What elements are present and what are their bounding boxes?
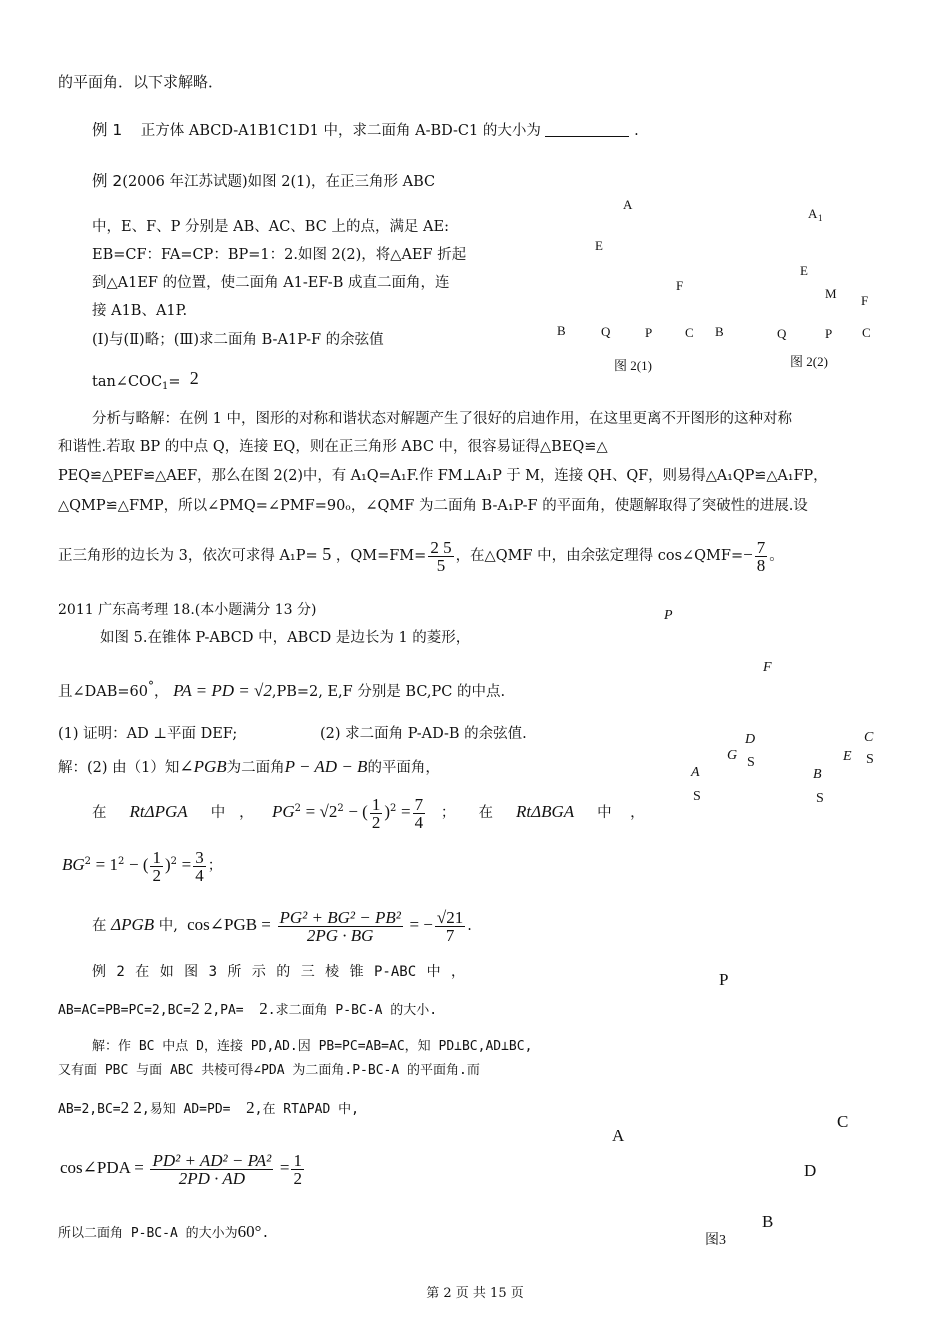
fig3-label-A: A — [612, 1126, 625, 1145]
fig22-label-sub1: 1 — [818, 213, 823, 223]
gd-line-2 — [58, 672, 505, 706]
fig21-label-A: A — [623, 197, 633, 212]
fig5-label-P: P — [664, 608, 673, 623]
period-1: . — [467, 918, 472, 934]
pg-equation-line: 在 RtΔPGA 中 ， $PG^2 = √2^2$ − ( $\frac{1}{2}$ )$^2$ = $\frac{7}{4}$ ； 在 RtΔBGA 中 ， — [92, 794, 645, 832]
ex2b-s3-ad: 2 — [246, 1098, 255, 1117]
fig21-label-E: E — [595, 238, 603, 253]
cos-pgb-result-den: 7 — [445, 925, 455, 945]
fig5-label-D: D — [745, 732, 756, 747]
bg-half — [150, 849, 163, 884]
pg-eq: = √2 — [305, 802, 338, 821]
bg-close: ) — [164, 855, 171, 874]
pg-symbol: PG — [272, 802, 295, 821]
cos-pda-result-num: 1 — [293, 1150, 302, 1170]
cos-pgb-fraction — [278, 909, 403, 944]
fig21-label-B: B — [557, 323, 566, 338]
example-2-line-2: 中，E、F、P 分别是 AB、AC、BC 上的点，满足 AE: — [92, 219, 449, 235]
analysis-line-4: △QMP≌△FMP，所以∠PMQ=∠PMF=90ₒ，∠QMF 为二面角 B-A₁P-F 的平面角，使题解取得了突破性的进展.设 — [58, 498, 808, 514]
fig21-label-P: P — [645, 325, 653, 340]
fig5-label-G: G — [727, 748, 738, 763]
ex2b-l2b: ,PA= — [212, 1003, 244, 1018]
tan-formula — [92, 368, 199, 397]
example-1-text: 正方体 ABCD-A1B1C1D1 中，求二面角 A-BD-C1 的大小为 — [140, 123, 541, 139]
qm-num: 2 5 — [430, 537, 452, 557]
analysis-line-2: 和谐性.若取 BP 的中点 Q，连接 EQ，则在正三角形 ABC 中，很容易证得△BEQ≌△ — [58, 439, 608, 455]
gd-question-2: (2) 求二面角 P-AD-B 的余弦值. — [320, 726, 527, 742]
gd-sol-text-a: 解：(2) 由（1）知 — [58, 760, 180, 776]
fig5-label-S-1: S — [747, 755, 755, 770]
fig21-caption: 图 2(1) — [614, 358, 652, 373]
fig21-label-Q: Q — [601, 324, 611, 339]
example-2-line-1: (2006 年江苏试题)如图 2(1)，在正三角形 ABC — [122, 174, 436, 190]
example-1 — [92, 120, 639, 141]
in-2: 在 — [478, 805, 493, 821]
analysis-line-3: PEQ≌△PEF≌△AEF，那么在图 2(2)中，有 A₁Q=A₁F.作 FM⊥A₁P 于 M，连接 QH、QF，则易得△A₁QP≌△A₁FP， — [58, 468, 828, 484]
conclusion-text: 所以二面角 P-BC-A 的大小为 — [58, 1226, 238, 1241]
fig22-caption: 图 2(2) — [790, 354, 828, 369]
tan-sub: 1 — [162, 381, 169, 392]
ex2b-s3-bc: 2 2 — [120, 1098, 142, 1117]
tan-eq: = — [168, 374, 181, 390]
mid-1: 中 — [210, 805, 226, 821]
cos-pgb-num: PG² + BG² − PB² — [279, 907, 401, 927]
comma-1: ， — [239, 805, 254, 821]
pg-result-num: 7 — [414, 794, 424, 814]
fig3-caption: 图3 — [705, 1233, 726, 1248]
fig22-label-P: P — [825, 326, 833, 341]
qm-text: ，QM=FM= — [335, 548, 427, 564]
cos-pda-lhs: cos∠PDA = — [60, 1158, 144, 1177]
fig22-label-B: B — [715, 324, 724, 339]
conclusion — [58, 1222, 269, 1244]
semicolon-2: ； — [207, 858, 223, 874]
fig3-label-D: D — [804, 1161, 817, 1180]
comma-2: ， — [630, 805, 645, 821]
ex2b-bc-value: 2 2 — [191, 999, 213, 1018]
gd-pa-pd: PA = PD = √2 — [173, 681, 272, 700]
gd-sol-text-c: 的平面角， — [367, 760, 440, 776]
ex2b-l2a: AB=AC=PB=PC=2,BC= — [58, 1003, 192, 1018]
fig3-label-P: P — [719, 970, 729, 989]
fig22-label-Q: Q — [777, 326, 787, 341]
fig5-label-S-3: S — [693, 789, 701, 804]
qm-fraction — [428, 539, 453, 574]
gd-title: 2011 广东高考理 18.(本小题满分 13 分) — [58, 602, 317, 618]
fig21-label-C: C — [685, 325, 694, 340]
tan-value: 2 — [189, 368, 199, 388]
ex2b-s3a: AB=2,BC= — [58, 1102, 121, 1117]
fig3-label-C: C — [837, 1112, 849, 1131]
analysis-line-1: 分析与略解：在例 1 中，图形的对称和谐状态对解题产生了很好的启迪作用，在这里更离不开图形的这种对称 — [92, 411, 792, 427]
page-footer: 第 2 页 共 15 页 — [426, 1286, 524, 1301]
qm-den: 5 — [436, 555, 446, 575]
cos-pda-num: PD² + AD² − PA² — [152, 1150, 272, 1170]
example-2-line-3: EB=CF：FA=CP：BP=1：2.如图 2(2)，将△AEF 折起 — [92, 247, 467, 263]
gd-sol-text-b: 为二面角 — [226, 760, 285, 776]
gd-sol-dihedral: P − AD − B — [284, 757, 368, 776]
ex2b-pa-value: 2 — [259, 999, 268, 1018]
pg-result-den: 4 — [414, 812, 424, 832]
analysis-line-5 — [58, 534, 784, 576]
analysis-end: 。 — [769, 548, 784, 564]
in-3: 在 — [92, 918, 107, 934]
pg-half — [370, 796, 383, 831]
fig5-label-S-2: S — [866, 752, 874, 767]
bg-half-num: 1 — [152, 847, 161, 867]
ex2b-solution-3 — [58, 1098, 359, 1120]
cos-pgb-result — [435, 909, 465, 944]
fig22-label-C: C — [862, 325, 871, 340]
example-2-label: 例 2 — [92, 172, 123, 190]
mid-3: 中, — [158, 918, 178, 934]
example-2-line-6: (Ⅰ)与(Ⅱ)略；(Ⅲ)求二面角 B-A1P-F 的余弦值 — [92, 332, 384, 348]
fig22-label-F: F — [861, 293, 869, 308]
cos-pda-fraction — [150, 1152, 273, 1187]
bg-minus: − ( — [128, 855, 149, 874]
fig3-label-B: B — [762, 1212, 774, 1231]
cos-qmf-sign: − — [743, 545, 753, 564]
example-2-title — [92, 171, 435, 192]
continuation-line: 的平面角．以下求解略． — [58, 73, 224, 91]
example-2-line-4: 到△A1EF 的位置，使二面角 A1-EF-B 成直二面角，连 — [92, 275, 450, 291]
rt-bga: RtΔBGA — [515, 802, 575, 821]
gd-comma: ， — [154, 684, 169, 700]
rt-pga: RtΔPGA — [129, 802, 188, 821]
conclusion-value: 60° — [237, 1222, 262, 1241]
gd-angle: 且∠DAB=60 — [58, 684, 149, 700]
fig22-label-E: E — [800, 263, 808, 278]
gd-solution-1 — [58, 754, 440, 781]
cos-qmf-num: 7 — [756, 537, 766, 557]
ex2b-s3b: ,易知 AD=PD= — [141, 1102, 231, 1117]
cos-pgb-den: 2PG · BG — [306, 925, 374, 945]
mid-2: 中 — [597, 805, 612, 821]
a1p-text: 正三角形的边长为 3，依次可求得 A₁P= — [58, 548, 318, 564]
pg-minus: − ( — [348, 802, 368, 821]
cos-pda-den: 2PD · AD — [178, 1168, 245, 1188]
example-1-label: 例 1 — [92, 121, 123, 139]
cos-pda-result — [291, 1152, 304, 1187]
bg-half-den: 2 — [152, 865, 161, 885]
cos-pda-line — [60, 1142, 306, 1195]
fig22-label-M: M — [825, 286, 837, 301]
gd-line-1: 如图 5.在锥体 P-ABCD 中，ABCD 是边长为 1 的菱形， — [100, 630, 471, 646]
answer-blank — [545, 122, 629, 137]
in-1: 在 — [92, 805, 107, 821]
cos-pgb-eq: = − — [409, 915, 433, 934]
tan-prefix: tan∠COC — [92, 374, 163, 390]
fig22-label-A: A — [808, 206, 818, 221]
gd-question-1: (1) 证明：AD ⊥平面 DEF; — [58, 726, 238, 742]
example-2-line-5: 接 A1B、A1P. — [92, 303, 188, 319]
tri-pgb: ΔPGB — [111, 915, 155, 934]
fig5-label-S-4: S — [816, 791, 824, 806]
ex2b-line-1: 例 2 在 如 图 3 所 示 的 三 棱 锥 P-ABC 中 ， — [92, 964, 466, 980]
ex2b-line-2 — [58, 999, 437, 1021]
cos-pgb-result-num: √21 — [436, 907, 464, 927]
pg-half-num: 1 — [371, 794, 381, 814]
cos-qmf-fraction — [755, 539, 768, 574]
pg-result — [413, 796, 426, 831]
ex2b-solution-1: 解：作 BC 中点 D，连接 PD,AD.因 PB=PC=AB=AC，知 PD⊥BC,AD⊥BC, — [92, 1039, 533, 1054]
fig5-label-B: B — [813, 767, 822, 782]
cos-pda-result-den: 2 — [293, 1168, 302, 1188]
ex2b-l2c: .求二面角 P-BC-A 的大小. — [267, 1003, 438, 1018]
bg-equation-line: $BG^2 = 1^2$ − ( $\frac{1}{2}$ )$^2$ = $\frac{3}{4}$ ； — [62, 847, 223, 885]
bg-result — [193, 849, 206, 884]
gd-line-2-rest: ,PB=2, E,F 分别是 BC,PC 的中点. — [271, 684, 506, 700]
pg-close: ) — [384, 802, 390, 821]
pg-half-den: 2 — [371, 812, 381, 832]
ex2b-solution-2: 又有面 PBC 与面 ABC 共棱可得∠PDA 为二面角.P-BC-A 的平面角.而 — [58, 1063, 480, 1078]
bg-result-num: 3 — [195, 847, 204, 867]
conclusion-end: . — [261, 1226, 270, 1241]
ex2b-s3c: ,在 RTΔPAD 中, — [254, 1102, 359, 1117]
gd-sol-angle: ∠PGB — [179, 757, 227, 776]
fig5-label-F: F — [763, 660, 772, 675]
semicolon-1: ； — [440, 805, 456, 821]
fig5-label-E: E — [843, 749, 852, 764]
example-1-end: . — [634, 123, 639, 139]
cos-qmf-den: 8 — [756, 555, 766, 575]
cos-pda-eq: = — [279, 1158, 290, 1177]
bg-eq: = 1 — [95, 855, 118, 874]
fig5-label-A: A — [691, 765, 700, 780]
gd-degree: ° — [148, 679, 155, 693]
bg-result-den: 4 — [195, 865, 204, 885]
fig21-label-F: F — [676, 278, 684, 293]
bg-symbol: BG — [62, 855, 85, 874]
cos-qmf-text: ，在△QMF 中，由余弦定理得 cos∠QMF= — [455, 548, 744, 564]
a1p-value: 5 — [322, 544, 332, 564]
fig5-label-C: C — [864, 730, 874, 745]
cos-pgb-line — [92, 900, 472, 951]
cos-pgb-lhs: cos∠PGB = — [187, 915, 271, 934]
